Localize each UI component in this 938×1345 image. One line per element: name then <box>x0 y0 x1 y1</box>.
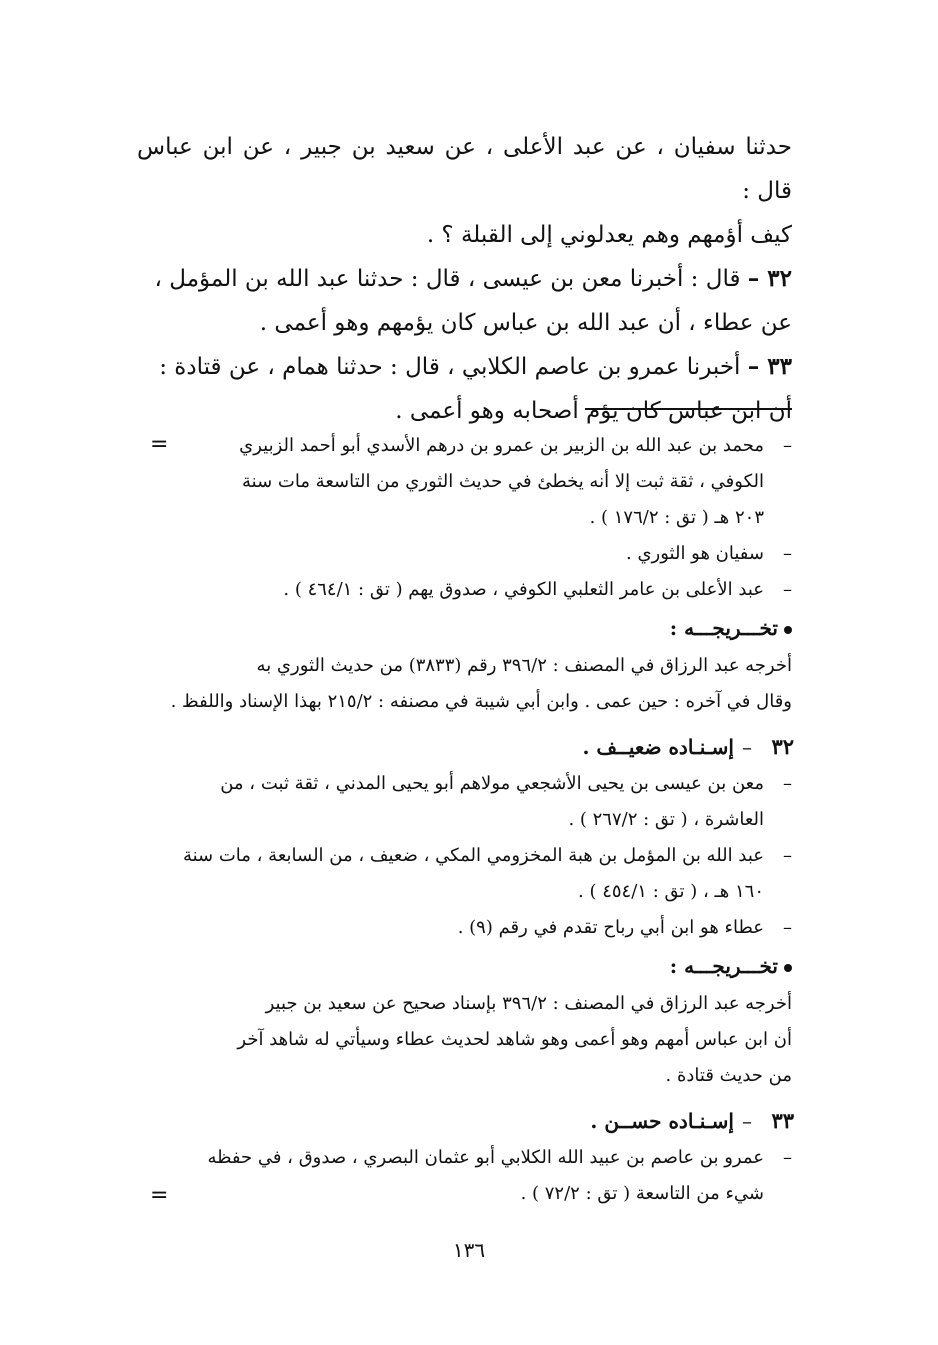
note-line: ١٦٠ هـ ، ( تق : ٤٥٤/١ ) . <box>578 881 764 902</box>
footnote-33-heading <box>137 1102 792 1140</box>
text-line <box>137 257 792 301</box>
note-line: الكوفي ، ثقة ثبت إلا أنه يخطئ في حديث الثوري من التاسعة مات سنة <box>242 471 764 492</box>
footnote-separator <box>585 408 792 410</box>
dash: – <box>783 845 792 866</box>
note-line: العاشرة ، ( تق : ٢٦٧/٢ ) . <box>568 809 764 830</box>
note-line: وقال في آخره : حين عمى . وابن أبي شيبة في مصنفه : ٢١٥/٢ بهذا الإسناد واللفظ . <box>170 691 792 712</box>
note-line: معن بن عيسى بن يحيى الأشجعي مولاهم أبو يحيى المدني ، ثقة ثبت ، من <box>220 773 764 794</box>
note-line: محمد بن عبد الله بن الزبير بن عمرو بن درهم الأسدي أبو أحمد الزبيري <box>239 435 764 456</box>
takhrij-text <box>137 986 792 1094</box>
note-line: عبد الله بن المؤمل بن هبة المخزومي المكي ، ضعيف ، من السابعة ، مات سنة <box>182 845 764 866</box>
hadith-number: ٣٢ – <box>747 265 792 292</box>
main-text <box>137 125 792 433</box>
text-segment: قال : أخبرنا معن بن عيسى ، قال : حدثنا عبد الله بن المؤمل ، <box>154 266 741 292</box>
narrator-note <box>137 536 792 572</box>
text-line: حدثنا سفيان ، عن عبد الأعلى ، عن سعيد بن جبير ، عن ابن عباس قال : <box>137 134 792 204</box>
narrator-note <box>137 910 792 946</box>
narrator-note <box>137 572 792 608</box>
note-line: أخرجه عبد الرزاق في المصنف : ٣٩٦/٢ رقم (٣٨٣٣) من حديث الثوري به <box>256 655 792 676</box>
bullet-icon <box>784 626 792 634</box>
takhrij-label: تخـــريجـــه : <box>669 616 778 640</box>
dash: – <box>783 543 792 564</box>
note-line: عطاء هو ابن أبي رباح تقدم في رقم (٩) . <box>457 917 764 938</box>
footnotes <box>137 428 792 1212</box>
note-line: سفيان هو الثوري . <box>626 543 764 564</box>
narrator-note <box>137 1140 792 1212</box>
narrator-note <box>137 766 792 838</box>
dash: – <box>783 773 792 794</box>
takhrij-heading <box>137 946 792 986</box>
takhrij-heading <box>137 608 792 648</box>
dash: – <box>783 917 792 938</box>
dash: – <box>742 1109 752 1133</box>
text-line: كيف أؤمهم وهم يعدلوني إلى القبلة ؟ . <box>426 222 792 248</box>
dash: – <box>742 735 752 759</box>
page-number: ١٣٦ <box>452 1238 486 1262</box>
text-line: أن ابن عباس كان يؤم أصحابه وهو أعمى . <box>395 398 792 424</box>
text-line: عن عطاء ، أن عبد الله بن عباس كان يؤمهم وهو أعمى . <box>259 310 792 336</box>
note-line: ٢٠٣ هـ ( تق : ١٧٦/٢ ) . <box>589 507 764 528</box>
text-segment: أخبرنا عمرو بن عاصم الكلابي ، قال : حدثنا همام ، عن قتادة : <box>159 354 741 380</box>
dash: – <box>783 1147 792 1168</box>
note-line: أن ابن عباس أمهم وهو أعمى وهو شاهد لحديث عطاء وسيأتي له شاهد آخر <box>237 1029 792 1050</box>
narrator-note <box>137 838 792 910</box>
note-line: من حديث قتادة . <box>665 1065 792 1086</box>
narrator-note <box>137 428 792 536</box>
continuation-marker: = <box>150 432 169 457</box>
dash: – <box>783 435 792 456</box>
paragraph-32 <box>137 257 792 345</box>
footnote-number: ٣٣ <box>771 1108 794 1133</box>
note-line: عمرو بن عاصم بن عبيد الله الكلابي أبو عثمان البصري ، صدوق ، في حفظه <box>207 1147 764 1168</box>
text-line <box>137 345 792 389</box>
isnad-grade: إسـنـاده ضعيــف . <box>582 735 734 759</box>
hadith-number: ٣٣ – <box>747 353 792 380</box>
note-line: أخرجه عبد الرزاق في المصنف : ٣٩٦/٢ بإسناد صحيح عن سعيد بن جبير <box>265 993 792 1014</box>
bullet-icon <box>784 964 792 972</box>
note-line: عبد الأعلى بن عامر الثعلبي الكوفي ، صدوق يهم ( تق : ٤٦٤/١ ) . <box>283 579 764 600</box>
dash: – <box>783 579 792 600</box>
footnote-32-heading <box>137 728 792 766</box>
takhrij-label: تخـــريجـــه : <box>669 954 778 978</box>
note-line: شيء من التاسعة ( تق : ٧٢/٢ ) . <box>520 1183 764 1204</box>
takhrij-text <box>137 648 792 720</box>
isnad-grade: إسـنـاده حســن . <box>590 1109 734 1133</box>
continuation-marker: = <box>150 1183 169 1208</box>
footnote-number: ٣٢ <box>771 734 794 759</box>
paragraph-31-end <box>137 125 792 257</box>
paragraph-33 <box>137 345 792 433</box>
